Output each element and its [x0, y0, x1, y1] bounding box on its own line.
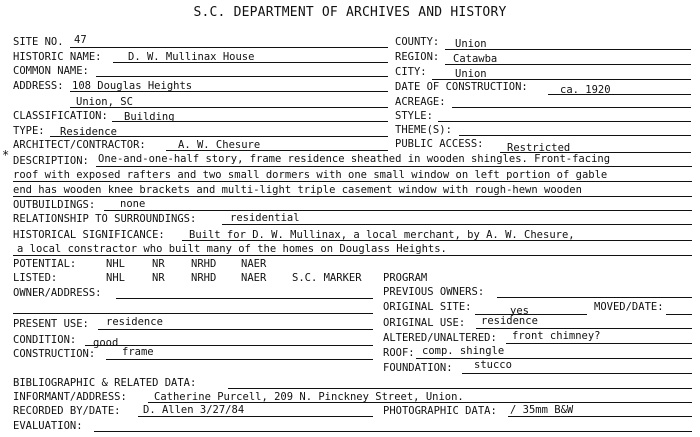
original-use-line [476, 328, 692, 329]
present-use-value: residence [106, 316, 163, 328]
description-rule-2 [13, 181, 692, 182]
relationship-line [222, 224, 692, 225]
construction-line [106, 359, 373, 360]
owner-line-2 [13, 313, 373, 314]
architect-line [166, 150, 388, 151]
description-rule-3 [13, 196, 692, 197]
architect-value: A. W. Chesure [178, 139, 261, 151]
county-line [445, 49, 691, 50]
page-title: S.C. DEPARTMENT OF ARCHIVES AND HISTORY [193, 5, 507, 20]
address-line-2 [70, 107, 388, 108]
address-line1: 108 Douglas Heights [72, 80, 193, 92]
public-access-label: PUBLIC ACCESS: [395, 138, 484, 150]
recorded-value: D. Allen 3/27/84 [143, 404, 245, 416]
recorded-label: RECORDED BY/DATE: [13, 405, 121, 417]
roof-line [416, 358, 692, 359]
historic-name-label: HISTORIC NAME: [13, 51, 102, 63]
classification-value: Building [124, 111, 175, 123]
description-label: DESCRIPTION: [13, 155, 89, 167]
site-no-line [70, 47, 388, 48]
city-label: CITY: [395, 66, 427, 78]
informant-value: Catherine Purcell, 209 N. Pinckney Street, Union. [154, 391, 464, 403]
potential-nr[interactable]: NR [152, 258, 165, 270]
style-line [438, 121, 691, 122]
present-use-label: PRESENT USE: [13, 318, 89, 330]
themes-line [459, 135, 691, 136]
site-no-label: SITE NO. [13, 36, 64, 48]
potential-nhl[interactable]: NHL [106, 258, 125, 270]
photo-label: PHOTOGRAPHIC DATA: [383, 405, 497, 417]
type-label: TYPE: [13, 125, 45, 137]
listed-nrhd[interactable]: NRHD [191, 272, 217, 284]
foundation-label: FOUNDATION: [383, 362, 453, 374]
common-name-label: COMMON NAME: [13, 65, 89, 77]
foundation-value: stucco [474, 359, 512, 371]
altered-line [506, 343, 692, 344]
address-line2: Union, SC [76, 96, 133, 108]
listed-label: LISTED: [13, 272, 58, 284]
listed-nr[interactable]: NR [152, 272, 165, 284]
description-line2: roof with exposed rafters and two small dormers with one small window on left portion of gable [13, 169, 608, 181]
bibliography-line [228, 388, 692, 389]
previous-owners-line [497, 297, 692, 298]
city-line [432, 79, 691, 80]
moved-label: MOVED/DATE: [594, 301, 664, 313]
original-use-label: ORIGINAL USE: [383, 317, 466, 329]
date-label: DATE OF CONSTRUCTION: [395, 81, 528, 93]
original-use-value: residence [481, 315, 538, 327]
themes-label: THEME(S): [395, 124, 452, 136]
relationship-value: residential [230, 212, 300, 224]
previous-owners-label: PREVIOUS OWNERS: [383, 286, 485, 298]
significance-line2: a local constractor who built many of the homes on Douglass Heights. [17, 243, 447, 255]
owner-line [116, 298, 373, 299]
significance-line1: Built for D. W. Mullinax, a local merchant, by A. W. Chesure, [189, 229, 575, 241]
moved-line [666, 314, 692, 315]
photo-value: / 35mm B&W [510, 404, 574, 416]
original-site-value: yes [510, 305, 529, 317]
region-line [445, 64, 691, 65]
evaluation-label: EVALUATION: [13, 420, 83, 432]
informant-label: INFORMANT/ADDRESS: [13, 391, 127, 403]
public-access-value: Restricted [507, 142, 571, 154]
common-name-line [96, 76, 388, 77]
significance-rule-1 [182, 240, 692, 241]
condition-value: good [93, 337, 119, 349]
style-label: STYLE: [395, 110, 433, 122]
classification-line [112, 121, 388, 122]
condition-label: CONDITION: [13, 334, 77, 346]
bibliography-label: BIBLIOGRAPHIC & RELATED DATA: [13, 377, 197, 389]
roof-label: ROOF: [383, 347, 415, 359]
address-line [70, 91, 388, 92]
historic-name-line [113, 62, 388, 63]
type-value: Residence [60, 126, 117, 138]
altered-label: ALTERED/UNALTERED: [383, 332, 497, 344]
address-label: ADDRESS: [13, 80, 64, 92]
outbuildings-line [104, 210, 692, 211]
classification-label: CLASSIFICATION: [13, 110, 108, 122]
foundation-line [462, 373, 692, 374]
significance-label: HISTORICAL SIGNIFICANCE: [13, 229, 165, 241]
informant-line [148, 402, 692, 403]
recorded-line [138, 416, 373, 417]
description-rule-1 [96, 166, 692, 167]
site-no-value: 47 [74, 34, 87, 46]
listed-program[interactable]: PROGRAM [383, 272, 428, 284]
city-value: Union [455, 68, 487, 80]
date-line [548, 94, 691, 95]
significance-rule-2 [13, 255, 692, 256]
original-site-label: ORIGINAL SITE: [383, 301, 472, 313]
historic-name-value: D. W. Mullinax House [128, 51, 255, 63]
region-value: Catawba [453, 53, 498, 65]
county-value: Union [455, 38, 487, 50]
margin-asterisk: * [2, 148, 10, 162]
date-value: ca. 1920 [560, 84, 611, 96]
description-line1: One-and-one-half story, frame residence sheathed in wooden shingles. Front-facing [98, 153, 611, 165]
architect-label: ARCHITECT/CONTRACTOR: [13, 139, 146, 151]
acreage-line [452, 107, 691, 108]
listed-sc-marker[interactable]: S.C. MARKER [292, 272, 362, 284]
construction-value: frame [122, 346, 154, 358]
region-label: REGION: [395, 51, 440, 63]
listed-naer[interactable]: NAER [241, 272, 267, 284]
county-label: COUNTY: [395, 36, 440, 48]
potential-naer[interactable]: NAER [241, 258, 267, 270]
construction-label: CONSTRUCTION: [13, 348, 96, 360]
owner-label: OWNER/ADDRESS: [13, 287, 102, 299]
description-line3: end has wooden knee brackets and multi-light triple casement window with rough-hewn wooden [13, 184, 582, 196]
listed-nhl[interactable]: NHL [106, 272, 125, 284]
type-line [50, 136, 388, 137]
outbuildings-value: none [120, 198, 146, 210]
evaluation-line [94, 431, 692, 432]
potential-label: POTENTIAL: [13, 258, 77, 270]
potential-nrhd[interactable]: NRHD [191, 258, 217, 270]
outbuildings-label: OUTBUILDINGS: [13, 199, 96, 211]
present-use-line [98, 329, 373, 330]
acreage-label: ACREAGE: [395, 96, 446, 108]
photo-line [508, 416, 692, 417]
relationship-label: RELATIONSHIP TO SURROUNDINGS: [13, 213, 197, 225]
altered-value: front chimney? [512, 330, 601, 342]
roof-value: comp. shingle [422, 345, 505, 357]
